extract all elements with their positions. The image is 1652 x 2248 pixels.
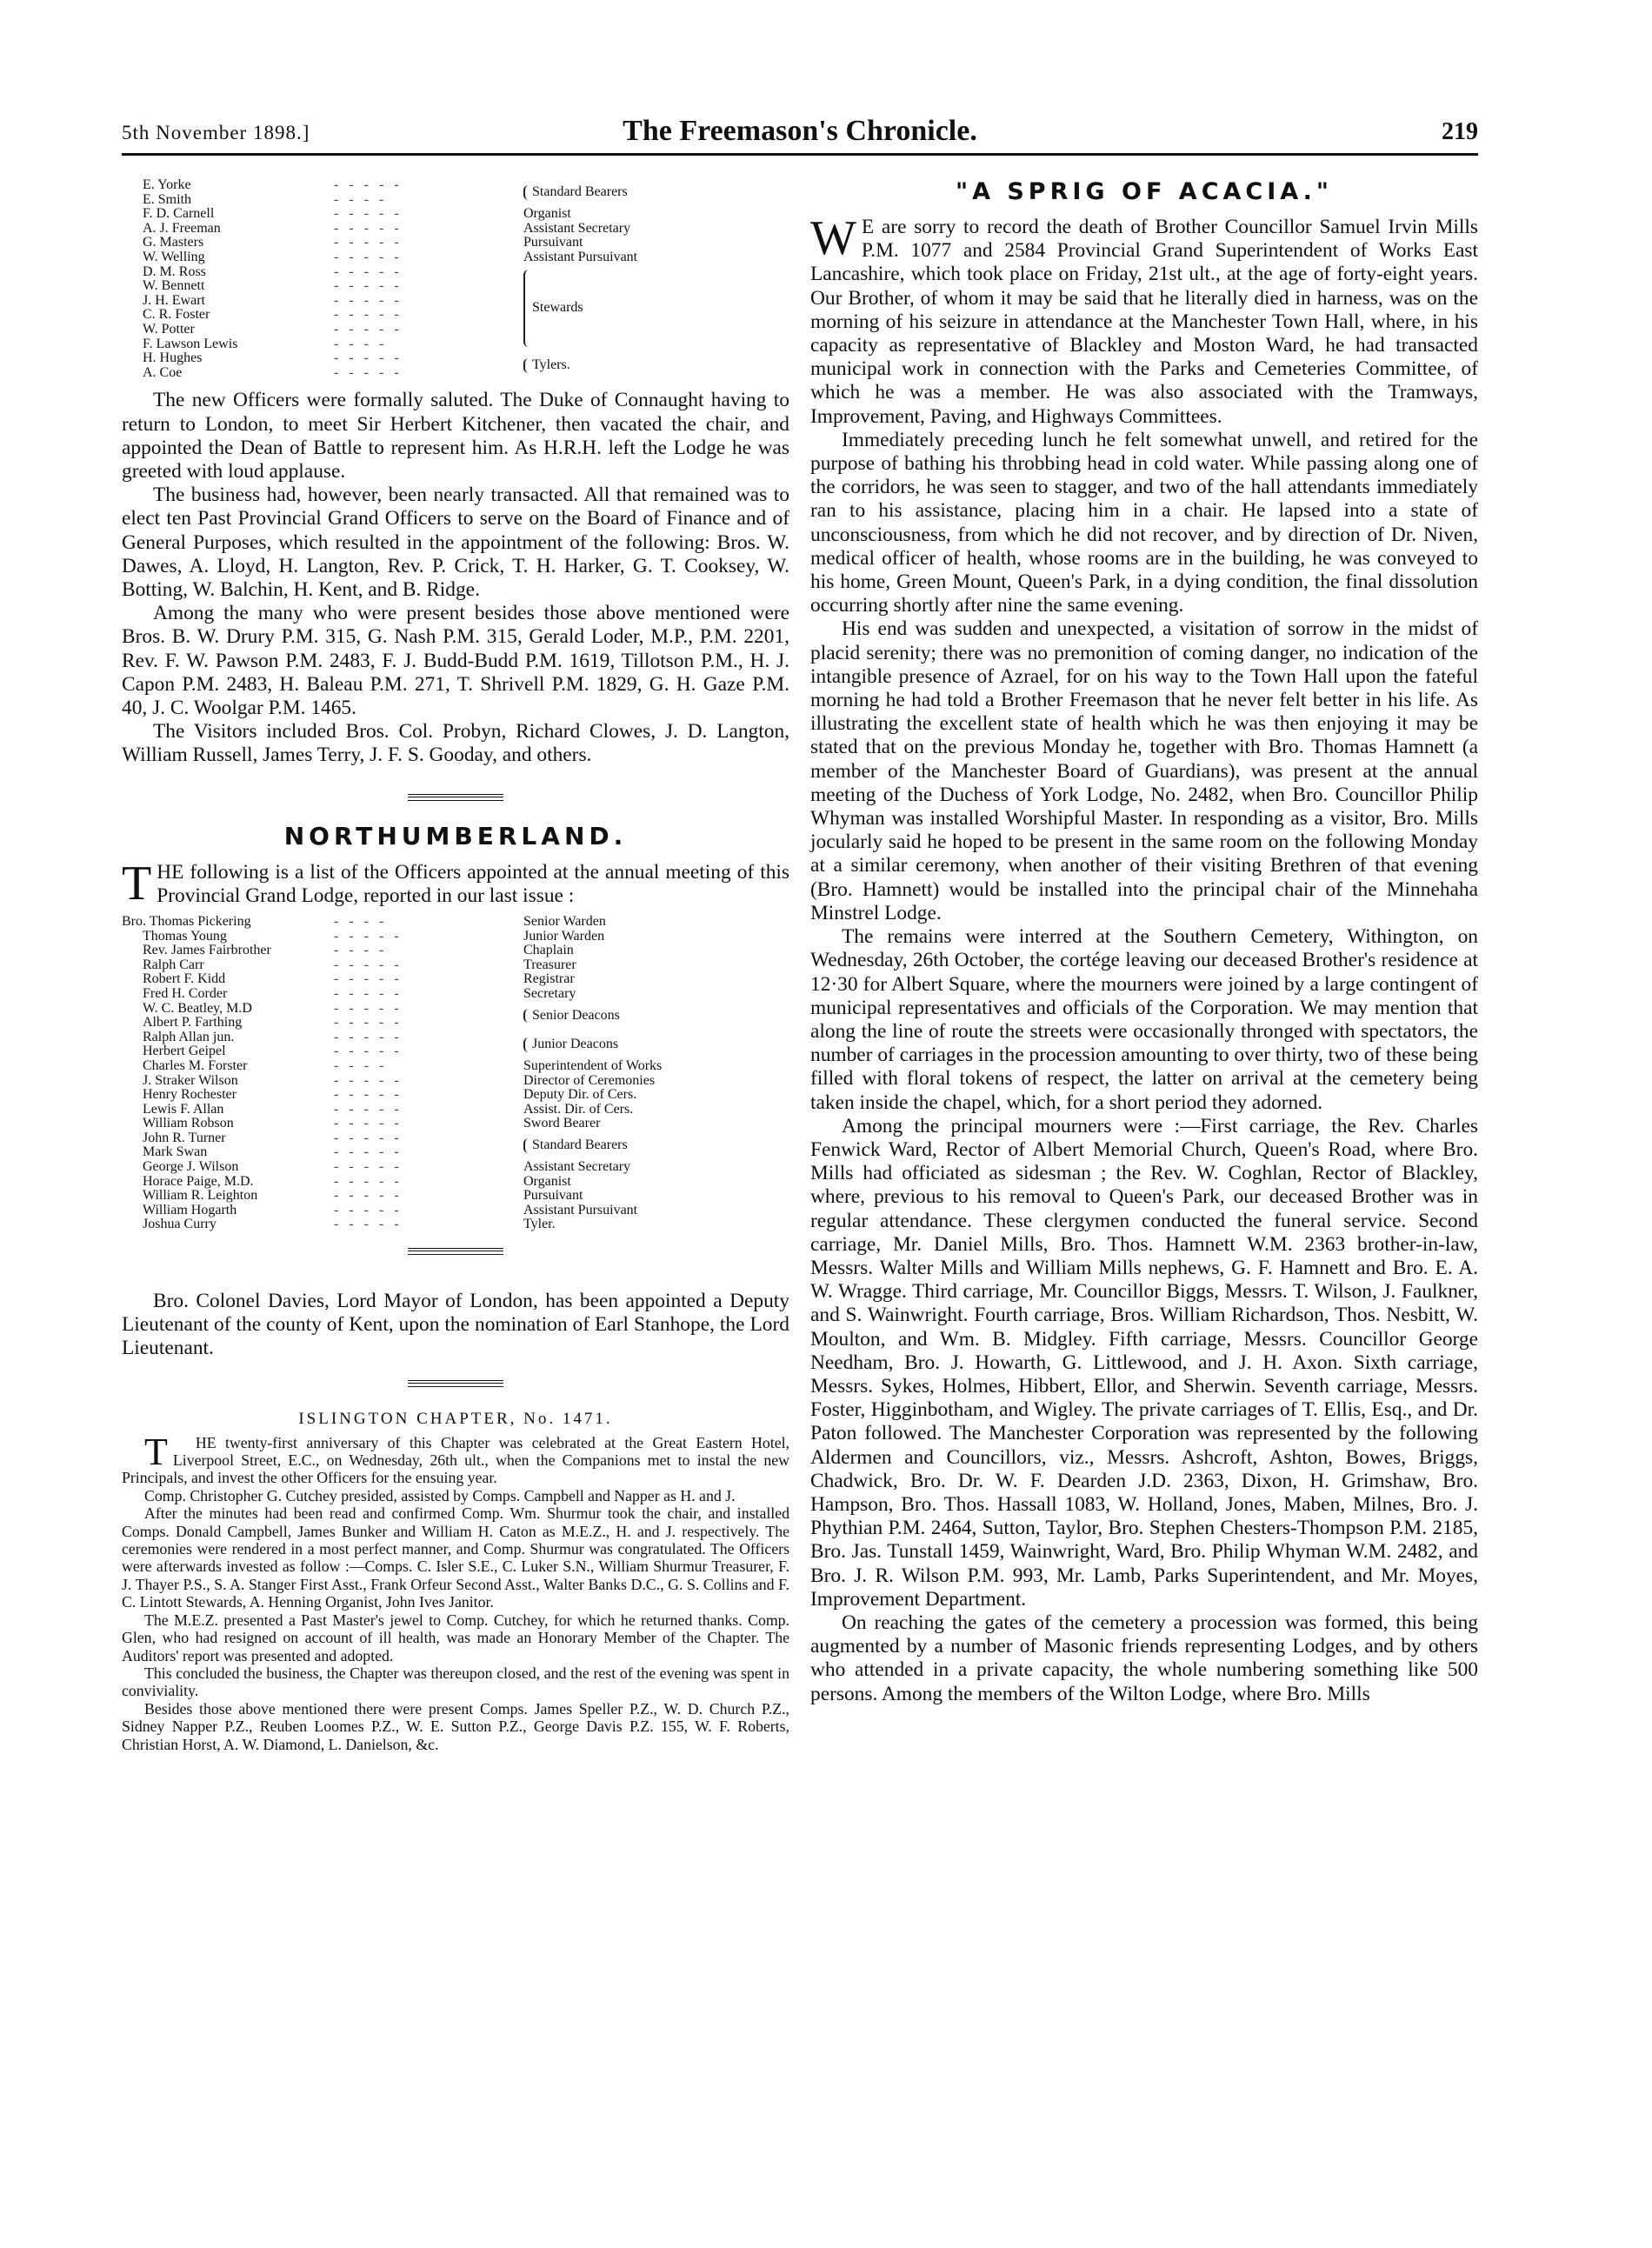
officer-name: Horace Paige, M.D. xyxy=(143,1173,254,1189)
officer-office: Superintendent of Works xyxy=(523,1057,663,1073)
paragraph: Among the many who were present besides those above mentioned were Bros. B. W. Drury P.M. 315, G. Nash P.M. 315, Gerald Loder, M.P., P.M. 2201, Rev. F. W. Pawson P.M. 2483, F. J. Budd-Budd P.M. 1619, Tillotson P.M., H. J. Capon P.M. 2483, H. Baleau P.M. 271, T. Shrivell P.M. 1829, G. H. Gaze P.M. 40, J. C. Woolgar P.M. 1465. xyxy=(122,602,789,719)
officer-name: Robert F. Kidd xyxy=(143,971,226,987)
officer-office: Junior Deacons xyxy=(523,1037,618,1052)
officer-office: Senior Warden xyxy=(523,913,606,929)
paragraph: Among the principal mourners were :—First carriage, the Rev. Charles Fenwick Ward, Rector of Albert Memorial Church, Queen's Road, where Bro. Mills had officiated as sidesman ; the Rev. W. Coghlan, Rector of Blackley, where, previous to his removal to Queen's Park, our deceased Brother was in regular attendance. These clergymen conducted the funeral service. Second carriage, Mr. Daniel Mills, Bro. Thos. Hamnett W.M. 2363 brother-in-law, Messrs. Walter Mills and William Mills nephews, G. F. Hamnett and Bro. E. A. W. Wragge. Third carriage, Mr. Councillor Biggs, Messrs. T. Wilson, J. Faulkner, and S. Wainwright. Fourth carriage, Bros. William Richardson, Thos. Nesbitt, W. Moulton, and Wm. B. Midgley. Fifth carriage, Messrs. Councillor George Needham, Bro. J. Howarth, G. Littlewood, and J. H. Axon. Sixth carriage, Messrs. Sykes, Holmes, Hibbert, Ellor, and Sherwin. Seventh carriage, Messrs. Foster, Higginbotham, and Wigley. The private carriages of T. Ellis, Esq., and Dr. Paton followed. The Manchester Corporation was represented by the following Aldermen and Councillors, viz., Messrs. Ashcroft, Ashton, Bowes, Briggs, Chadwick, Bro. Dr. W. F. Dearden J.D. 2363, Dixon, H. Grimshaw, Bro. Hampson, Bro. Thos. Hassall 1083, W. Holland, Jones, Maben, Milnes, Bro. J. Phythian P.M. 2464, Sutton, Taylor, Bro. Stephen Chesters-Thompson P.M. 2185, Bro. Jas. Tunstall 1459, Wainwright, Ward, Bro. Philip Whyman W.M. 2482, and Bro. J. R. Wilson P.M. 993, Mr. Lamb, Parks Superintendent, and Mr. Moyes, Improvement Department. xyxy=(810,1114,1478,1611)
paragraph: The M.E.Z. presented a Past Master's jewel to Comp. Cutchey, for which he returned thanks. Comp. Glen, who had resigned on account of ill health, was made an Honorary Member of the Chapter. The Auditors' report was presented and adopted. xyxy=(122,1611,789,1664)
table-row: F. Lawson Lewis - - - - xyxy=(122,337,789,352)
paragraph xyxy=(810,211,1478,429)
officer-office: Assist. Dir. of Cers. xyxy=(523,1101,634,1117)
officer-name: E. Yorke xyxy=(143,177,191,192)
officers-list-top xyxy=(122,178,789,380)
officer-name: Thomas Young xyxy=(143,928,227,944)
table-row: William R. Leighton - - - - - Pursuivant xyxy=(122,1189,789,1204)
table-row: Ralph Allan jun. - - - - - Junior Deacons xyxy=(122,1031,789,1045)
table-row: William Robson - - - - - Sword Bearer xyxy=(122,1117,789,1131)
officer-name: J. Straker Wilson xyxy=(143,1072,238,1088)
paragraph xyxy=(122,1430,789,1487)
officer-name: Fred H. Corder xyxy=(143,985,228,1001)
header-rule xyxy=(122,153,1478,156)
table-row: E. Yorke - - - - - Standard Bearers xyxy=(122,178,789,193)
officer-name: G. Masters xyxy=(143,235,204,250)
officer-office: Pursuivant xyxy=(523,235,583,250)
officer-office: Director of Ceremonies xyxy=(523,1072,656,1088)
paragraph: After the minutes had been read and confirmed Comp. Wm. Shurmur took the chair, and installed Comps. Donald Campbell, James Bunker and William H. Caton as M.E.Z., H. and J. respectively. The ceremonies were rendered in a most perfect manner, and Comp. Shurmur was congratulated. The Officers were afterwards invested as follow :—Comps. C. Isler S.E., C. Luker S.N., William Shurmur Treasurer, F. J. Thayer P.S., S. A. Stanger First Asst., Frank Orfeur Second Asst., Walter Banks D.C., G. S. Collins and F. C. Lintott Stewards, A. Henning Organist, John Ives Janitor. xyxy=(122,1504,789,1611)
paragraph: His end was sudden and unexpected, a visitation of sorrow in the midst of placid serenity; there was no premonition of coming danger, no indication of the intangible presence of Azrael, for on his way to the Town Hall upon the fateful morning he had told a Brother Freemason that he never felt better in his life. As illustrating the excellent state of health which he was then enjoying it may be stated that on the previous Monday he, together with Bro. Thomas Hamnett (a member of the Manchester Board of Guardians), was present at the annual meeting of the Duchess of York Lodge, No. 2482, when Bro. Councillor Philip Whyman was installed Worshipful Master. In responding as a visitor, Bro. Mills jocularly said he hoped to be present in the same room on the following Monday at a similar ceremony, when another of their visiting Brethren of that evening (Bro. Hamnett) would be installed into the principal chair of the Minnehaha Minstrel Lodge. xyxy=(810,617,1478,924)
officer-name: Ralph Carr xyxy=(143,957,204,972)
drop-cap: W xyxy=(810,211,856,265)
table-row: Joshua Curry - - - - - Tyler. xyxy=(122,1217,789,1232)
officer-name: Henry Rochester xyxy=(143,1087,236,1103)
paragraph: This concluded the business, the Chapter was thereupon closed, and the rest of the evening was spent in conviviality. xyxy=(122,1664,789,1700)
table-row: W. Potter - - - - - xyxy=(122,323,789,337)
paragraph: The new Officers were formally saluted. The Duke of Connaught having to return to London, to meet Sir Herbert Kitchener, then vacated the chair, and appointed the Dean of Battle to represent him. As H.R.H. left the Lodge he was greeted with loud applause. xyxy=(122,389,789,483)
left-column xyxy=(122,178,789,1753)
officer-name: A. Coe xyxy=(143,364,183,380)
officer-office: Assistant Secretary xyxy=(523,220,631,236)
officer-name: William R. Leighton xyxy=(143,1188,258,1204)
masthead-title: The Freemason's Chronicle. xyxy=(623,115,977,147)
officer-name: Albert P. Farthing xyxy=(143,1015,243,1031)
section-title-acacia: "A SPRIG OF ACACIA." xyxy=(956,178,1333,205)
table-row: W. C. Beatley, M.D - - - - - Senior Deacons xyxy=(122,1002,789,1017)
table-row: Rev. James Fairbrother - - - - Chaplain xyxy=(122,944,789,958)
officer-name: Lewis F. Allan xyxy=(143,1101,224,1117)
officer-name: F. Lawson Lewis xyxy=(143,336,238,351)
table-row: E. Smith - - - - xyxy=(122,193,789,208)
issue-date: 5th November 1898.] xyxy=(122,122,310,143)
paragraph: Bro. Colonel Davies, Lord Mayor of London, has been appointed a Deputy Lieutenant of the county of Kent, upon the nomination of Earl Stanhope, the Lord Lieutenant. xyxy=(122,1290,789,1360)
table-row: J. H. Ewart - - - - - xyxy=(122,294,789,309)
officer-office: Organist xyxy=(523,1173,571,1189)
officer-office: Sword Bearer xyxy=(523,1116,601,1131)
officer-name: William Hogarth xyxy=(143,1202,237,1217)
officers-list-northumberland xyxy=(122,915,789,1232)
officer-name: Herbert Geipel xyxy=(143,1044,226,1059)
table-row: Ralph Carr - - - - - Treasurer xyxy=(122,958,789,973)
officer-office: Assistant Pursuivant xyxy=(523,249,638,264)
paragraph-text: HE twenty-first anniversary of this Chapter was celebrated at the Great Eastern Hotel, Liverpool Street, E.C., on Wednesday, 26th ult., when the Companions met to instal the new Principals, and invest the other Officers for the ensuing year. xyxy=(122,1433,789,1487)
officer-office: Tylers. xyxy=(523,358,570,373)
drop-cap: T xyxy=(144,1430,168,1473)
table-row: Robert F. Kidd - - - - - Registrar xyxy=(122,972,789,987)
officer-office: Senior Deacons xyxy=(523,1009,620,1024)
officer-office: Deputy Dir. of Cers. xyxy=(523,1087,637,1103)
officer-name: W. Bennett xyxy=(143,278,205,294)
table-row: Horace Paige, M.D. - - - - - Organist xyxy=(122,1175,789,1190)
paragraph-text: E are sorry to record the death of Brother Councillor Samuel Irvin Mills P.M. 1077 and 2584 Provincial Grand Superintendent of Works East Lancashire, which took place on Friday, 21st ult., at the age of forty-eight years. Our Brother, of whom it may be said that he literally died in harness, was on the morning of his seizure in attendance at the Manchester Town Hall, where, in his capacity as representative of Blackley and Moston Ward, he had transacted municipal work in connection with the Parks and Cemeteries Committee, of which he was a member. He was also associated with the Tramways, Improvement, Paving, and Highways Committees. xyxy=(810,216,1478,428)
officer-name: H. Hughes xyxy=(143,350,203,366)
page-header xyxy=(122,115,1478,150)
table-row: Albert P. Farthing - - - - - xyxy=(122,1016,789,1031)
table-row: Thomas Young - - - - - Junior Warden xyxy=(122,930,789,944)
table-row: Henry Rochester - - - - - Deputy Dir. of Cers. xyxy=(122,1088,789,1103)
officer-name: D. M. Ross xyxy=(143,263,206,279)
officer-name: E. Smith xyxy=(143,191,192,207)
officer-name: F. D. Carnell xyxy=(143,206,215,222)
table-row: Herbert Geipel - - - - - xyxy=(122,1044,789,1059)
table-row: W. Welling - - - - - Assistant Pursuivant xyxy=(122,250,789,265)
officer-office: Tyler. xyxy=(523,1217,556,1232)
drop-cap: T xyxy=(122,856,152,911)
table-row: Charles M. Forster - - - - Superintendent of Works xyxy=(122,1059,789,1074)
officer-name: J. H. Ewart xyxy=(143,292,205,308)
table-row: H. Hughes - - - - - Tylers. xyxy=(122,351,789,366)
officer-office: Secretary xyxy=(523,985,576,1001)
table-row: William Hogarth - - - - - Assistant Pursuivant xyxy=(122,1204,789,1218)
table-row: W. Bennett - - - - - xyxy=(122,279,789,294)
section-divider xyxy=(408,1248,503,1255)
officer-office: Standard Bearers xyxy=(523,185,628,200)
paragraph: Besides those above mentioned there were present Comps. James Speller P.Z., W. D. Church P.Z., Sidney Napper P.Z., Reuben Loomes P.Z., W. E. Sutton P.Z., George Davis P.Z. 155, W. F. Roberts, Christian Horst, A. W. Diamond, L. Danielson, &c. xyxy=(122,1699,789,1753)
paragraph: The remains were interred at the Southern Cemetery, Withington, on Wednesday, 26th October, the cortége leaving our deceased Brother's residence at 12·30 for Albert Square, where the mourners were joined by a large contingent of municipal representatives and officials of the Corporation. We may mention that along the line of route the streets were occasionally thronged with spectators, the number of carriages in the procession amounting to over thirty, two of these being filled with floral tokens of respect, the latter on arrival at the cemetery being taken inside the chapel, which, for a short period they adorned. xyxy=(810,925,1478,1114)
officer-name: Mark Swan xyxy=(143,1144,208,1160)
table-row: G. Masters - - - - - Pursuivant xyxy=(122,236,789,250)
officer-name: W. C. Beatley, M.D xyxy=(143,1000,252,1016)
paragraph: Immediately preceding lunch he felt somewhat unwell, and retired for the purpose of bathing his throbbing head in cold water. While passing along one of the corridors, he was seen to stagger, and two of the hall attendants immediately ran to his assistance, placing him in a chair. He lapsed into a state of unconsciousness, from which he did not recover, and by direction of Dr. Niven, medical officer of health, whose rooms are in the building, he was conveyed to his home, Green Mount, Queen's Park, in a dying condition, the final dissolution occurring shortly after nine the same evening. xyxy=(810,428,1478,617)
officer-office: Pursuivant xyxy=(523,1188,583,1204)
paragraph: The Visitors included Bros. Col. Probyn, Richard Clowes, J. D. Langton, William Russell, James Terry, J. F. S. Gooday, and others. xyxy=(122,720,789,767)
officer-office: Registrar xyxy=(523,971,575,987)
table-row: Bro. Thomas Pickering - - - - Senior Warden xyxy=(122,915,789,930)
officer-name: John R. Turner xyxy=(143,1130,226,1145)
officer-name: Bro. Thomas Pickering xyxy=(122,913,251,929)
officer-name: W. Potter xyxy=(143,321,195,337)
intro-text: HE following is a list of the Officers appointed at the annual meeting of this Provincial Grand Lodge, reported in our last issue : xyxy=(157,860,789,907)
table-row: A. Coe - - - - - xyxy=(122,366,789,381)
officer-name: C. R. Foster xyxy=(143,307,210,323)
officer-office: Assistant Secretary xyxy=(523,1159,631,1175)
officer-name: Charles M. Forster xyxy=(143,1057,248,1073)
section-title-northumberland: NORTHUMBERLAND. xyxy=(283,821,628,851)
paragraph xyxy=(122,856,789,911)
paragraph: On reaching the gates of the cemetery a procession was formed, this being augmented by a number of Masonic friends representing Lodges, and by others who attended in a private capacity, the whole numbering something like 500 persons. Among the members of the Wilton Lodge, where Bro. Mills xyxy=(810,1611,1478,1705)
table-row: George J. Wilson - - - - - Assistant Secretary xyxy=(122,1160,789,1175)
officer-office: Stewards xyxy=(523,270,583,347)
officer-office: Chaplain xyxy=(523,943,574,958)
islington-report xyxy=(122,1430,789,1753)
table-row: Lewis F. Allan - - - - - Assist. Dir. of Cers. xyxy=(122,1103,789,1117)
section-divider xyxy=(408,1380,503,1387)
right-column xyxy=(810,178,1478,1706)
table-row: Mark Swan - - - - - xyxy=(122,1145,789,1160)
page-number: 219 xyxy=(1442,118,1478,145)
officer-office: Standard Bearers xyxy=(523,1138,628,1153)
section-title-islington: ISLINGTON CHAPTER, No. 1471. xyxy=(298,1409,613,1428)
officer-name: George J. Wilson xyxy=(143,1159,239,1175)
paragraph: Comp. Christopher G. Cutchey presided, assisted by Comps. Campbell and Napper as H. and J. xyxy=(144,1486,736,1504)
section-divider xyxy=(408,794,503,801)
officer-office: Treasurer xyxy=(523,957,576,972)
table-row: John R. Turner - - - - - Standard Bearers xyxy=(122,1131,789,1146)
officer-name: Rev. James Fairbrother xyxy=(143,943,271,958)
table-row: C. R. Foster - - - - - xyxy=(122,308,789,323)
table-row: A. J. Freeman - - - - - Assistant Secretary xyxy=(122,222,789,237)
table-row: D. M. Ross - - - - - Stewards xyxy=(122,265,789,280)
officer-office: Assistant Pursuivant xyxy=(523,1202,638,1217)
table-row: F. D. Carnell - - - - - Organist xyxy=(122,207,789,222)
table-row: J. Straker Wilson - - - - - Director of Ceremonies xyxy=(122,1074,789,1089)
officer-office: Organist xyxy=(523,206,571,222)
officer-name: Joshua Curry xyxy=(143,1217,216,1232)
officer-name: Ralph Allan jun. xyxy=(143,1029,235,1044)
paragraph: The business had, however, been nearly transacted. All that remained was to elect ten Past Provincial Grand Officers to serve on the Board of Finance and of General Purposes, which resulted in the appointment of the following: Bros. W. Dawes, A. Lloyd, H. Langton, Rev. P. Crick, T. H. Harker, G. T. Cooksey, W. Botting, W. Balchin, H. Kent, and B. Ridge. xyxy=(122,484,789,601)
officer-name: A. J. Freeman xyxy=(143,220,221,236)
officer-office: Junior Warden xyxy=(523,928,605,944)
officer-name: W. Welling xyxy=(143,249,205,264)
officer-name: William Robson xyxy=(143,1116,234,1131)
table-row: Fred H. Corder - - - - - Secretary xyxy=(122,987,789,1002)
